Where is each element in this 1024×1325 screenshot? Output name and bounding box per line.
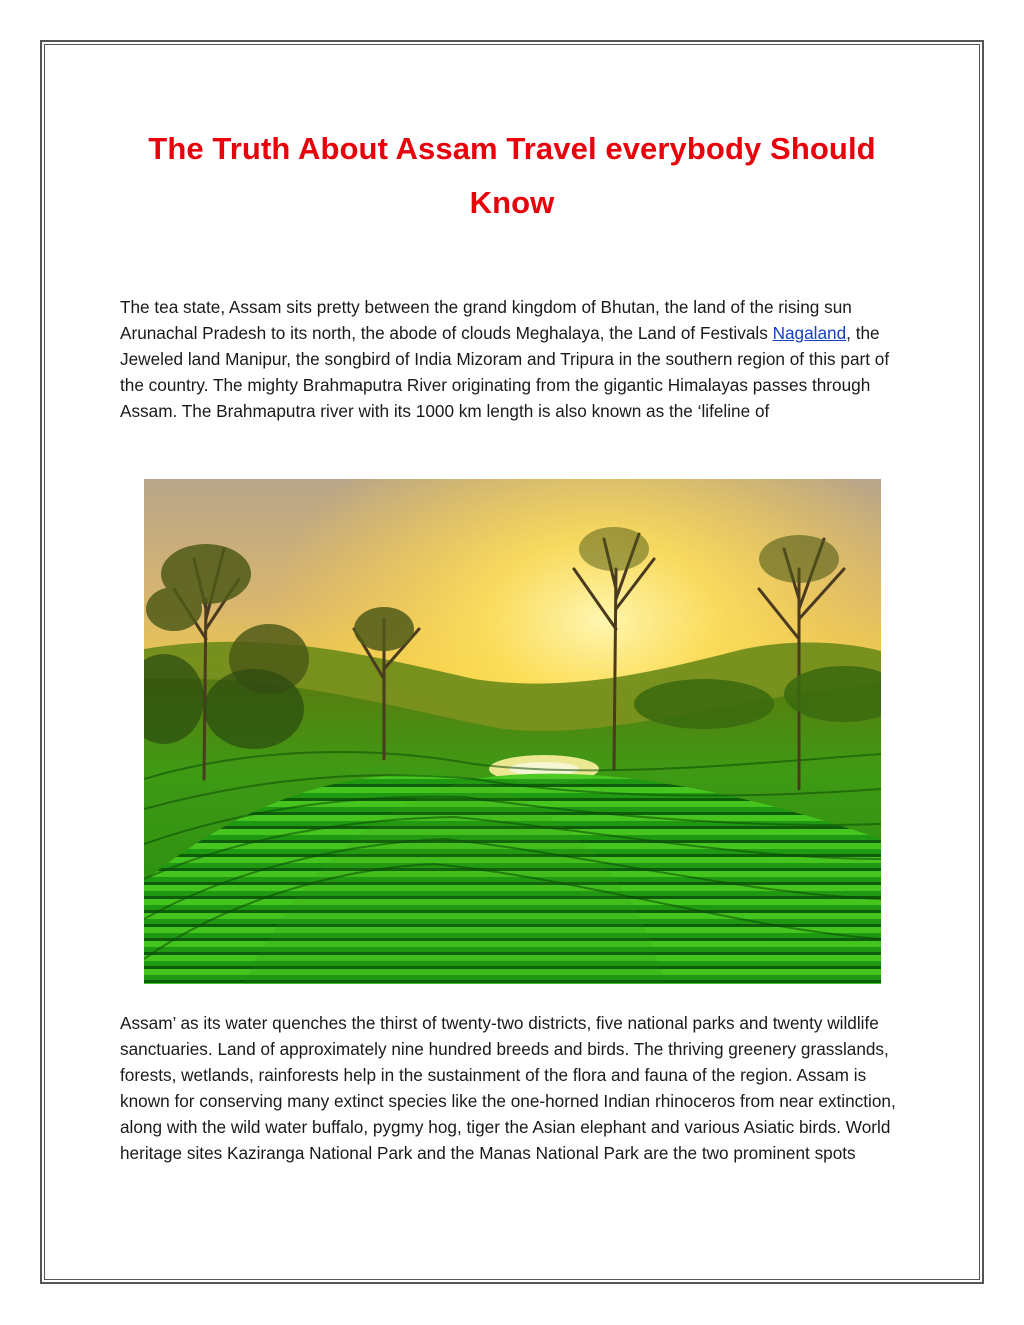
paragraph-intro — [120, 294, 910, 424]
tea-garden-photo — [144, 479, 881, 984]
paragraph-intro-text-1: The tea state, Assam sits pretty between the grand kingdom of Bhutan, the land of the rising sun Arunachal Pradesh to its north, the abode of clouds Meghalaya, the Land of Festivals — [120, 297, 852, 344]
document-title: The Truth About Assam Travel everybody Should Know — [148, 131, 876, 220]
paragraph-intro-text-2: , the Jeweled land Manipur, the songbird of India Mizoram and Tripura in the southern region of this part of the country. The mighty Brahmaputra River originating from the gigantic Himalayas passes through Assam. The Brahmaputra river with its 1000 km length is also known as the ‘lifeline of — [120, 323, 890, 422]
paragraph-wildlife: Assam’ as its water quenches the thirst of twenty-two districts, five national parks and twenty wildlife sanctuaries. Land of approximately nine hundred breeds and birds. The thriving greenery grasslands, forests, wetlands, rainforests help in the sustainment of the flora and fauna of the region. Assam is known for conserving many extinct species like the one-horned Indian rhinoceros from near extinction, along with the wild water buffalo, pygmy hog, tiger the Asian elephant and various Asiatic birds. World heritage sites Kaziranga National Park and the Manas National Park are the two prominent spots — [120, 1013, 896, 1164]
nagaland-link[interactable]: Nagaland — [772, 323, 847, 344]
